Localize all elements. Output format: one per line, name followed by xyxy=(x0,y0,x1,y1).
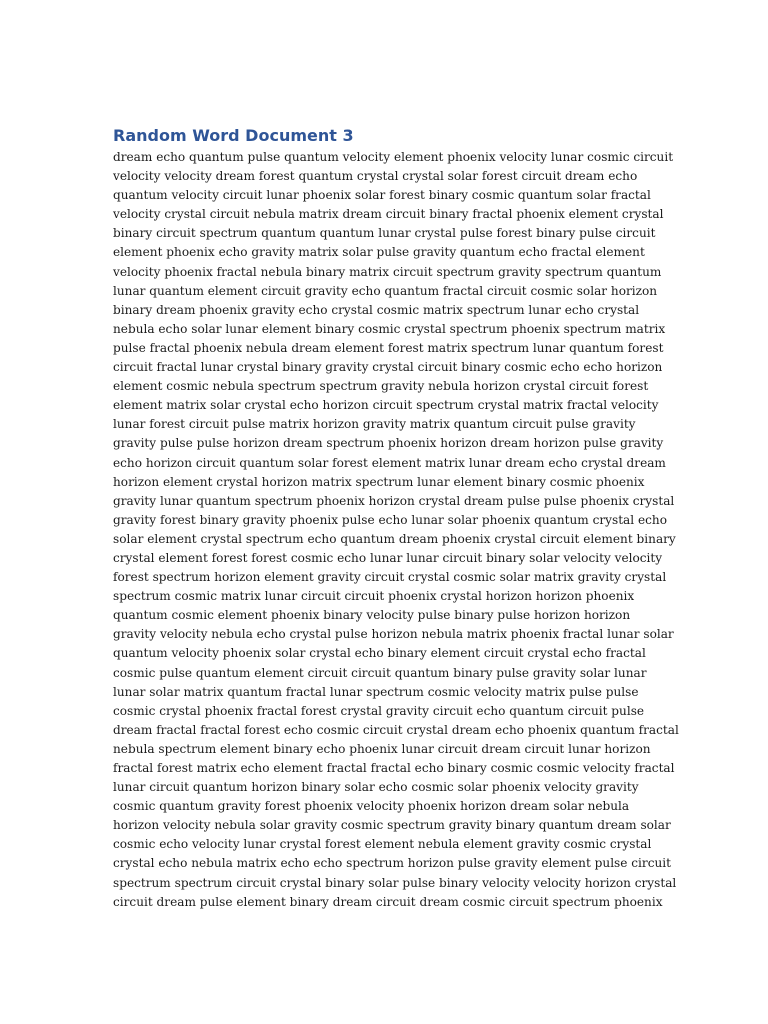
body-text-line: velocity crystal circuit nebula matrix dream circuit binary fractal phoenix element crystal xyxy=(113,207,664,222)
body-text-line: fractal forest matrix echo element fractal fractal echo binary cosmic cosmic velocity fractal xyxy=(113,761,675,775)
body-text-line: horizon velocity nebula solar gravity cosmic spectrum gravity binary quantum dream solar xyxy=(113,818,671,833)
body-text-line: crystal echo nebula matrix echo echo spectrum horizon pulse gravity element pulse circuit xyxy=(113,856,671,871)
body-text-line: lunar quantum element circuit gravity echo quantum fractal circuit cosmic solar horizon xyxy=(113,283,658,298)
body-text-line: crystal element forest forest cosmic echo lunar lunar circuit binary solar velocity velocity xyxy=(113,550,663,565)
body-text-line: spectrum spectrum circuit crystal binary solar pulse binary velocity velocity horizon crystal xyxy=(113,875,677,890)
body-text-line: quantum cosmic element phoenix binary velocity pulse binary pulse horizon horizon xyxy=(113,608,631,623)
body-text-line: dream fractal fractal forest echo cosmic circuit crystal dream echo phoenix quantum fractal xyxy=(113,722,679,737)
body-text-line: gravity forest binary gravity phoenix pulse echo lunar solar phoenix quantum crystal echo xyxy=(113,512,667,527)
body-text-line: element phoenix echo gravity matrix solar pulse gravity quantum echo fractal element xyxy=(113,245,645,260)
body-text-line: lunar forest circuit pulse matrix horizon gravity matrix quantum circuit pulse gravity xyxy=(113,417,636,432)
body-text-line: quantum velocity circuit lunar phoenix solar forest binary cosmic quantum solar fractal xyxy=(113,188,651,203)
body-text-line: dream echo quantum pulse quantum velocity element phoenix velocity lunar cosmic circuit xyxy=(113,150,674,164)
body-text-line: cosmic crystal phoenix fractal forest crystal gravity circuit echo quantum circuit pulse xyxy=(113,703,645,718)
body-text-line: gravity lunar quantum spectrum phoenix horizon crystal dream pulse pulse phoenix crystal xyxy=(113,493,675,508)
body-text-line: pulse fractal phoenix nebula dream element forest matrix spectrum lunar quantum forest xyxy=(113,340,664,355)
body-text-line: lunar circuit quantum horizon binary solar echo cosmic solar phoenix velocity gravity xyxy=(113,780,639,795)
body-text-line: circuit fractal lunar crystal binary gravity crystal circuit binary cosmic echo echo horizon xyxy=(113,360,663,375)
body-text-line: element matrix solar crystal echo horizon circuit spectrum crystal matrix fractal velocity xyxy=(113,398,659,413)
body-text-line: element cosmic nebula spectrum spectrum gravity nebula horizon crystal circuit forest xyxy=(113,379,649,394)
body-text-line: binary circuit spectrum quantum quantum lunar crystal pulse forest binary pulse circuit xyxy=(113,226,656,241)
body-text-line: velocity velocity dream forest quantum crystal crystal solar forest circuit dream echo xyxy=(113,169,638,184)
body-text-line: nebula spectrum element binary echo phoenix lunar circuit dream circuit lunar horizon xyxy=(113,741,651,756)
body-text-line: solar element crystal spectrum echo quantum dream phoenix crystal circuit element binary xyxy=(113,531,676,546)
body-text-line: circuit dream pulse element binary dream circuit dream cosmic circuit spectrum phoenix xyxy=(113,894,663,909)
body-text-line: echo horizon circuit quantum solar forest element matrix lunar dream echo crystal dream xyxy=(113,455,666,470)
body-text-line: velocity phoenix fractal nebula binary matrix circuit spectrum gravity spectrum quantum xyxy=(113,264,662,279)
body-text-line: forest spectrum horizon element gravity circuit crystal cosmic solar matrix gravity crystal xyxy=(113,570,667,585)
body-text-line: horizon element crystal horizon matrix spectrum lunar element binary cosmic phoenix xyxy=(113,474,645,489)
body-text-line: lunar solar matrix quantum fractal lunar spectrum cosmic velocity matrix pulse pulse xyxy=(113,684,639,699)
body-text-line: cosmic pulse quantum element circuit circuit quantum binary pulse gravity solar lunar xyxy=(113,665,647,680)
document-body xyxy=(113,148,679,912)
body-text-line: binary dream phoenix gravity echo crystal cosmic matrix spectrum lunar echo crystal xyxy=(113,302,640,317)
document-title: Random Word Document 3 xyxy=(113,126,354,145)
body-text-line: cosmic quantum gravity forest phoenix velocity phoenix horizon dream solar nebula xyxy=(113,799,630,814)
body-text-line: spectrum cosmic matrix lunar circuit circuit phoenix crystal horizon horizon phoenix xyxy=(113,589,635,604)
body-text-line: nebula echo solar lunar element binary cosmic crystal spectrum phoenix spectrum matrix xyxy=(113,321,666,336)
body-text-line: gravity velocity nebula echo crystal pulse horizon nebula matrix phoenix fractal lunar solar xyxy=(113,627,674,642)
body-text-line: gravity pulse pulse horizon dream spectrum phoenix horizon dream horizon pulse gravity xyxy=(113,436,664,451)
body-text-line: cosmic echo velocity lunar crystal forest element nebula element gravity cosmic crystal xyxy=(113,837,652,852)
body-text-line: quantum velocity phoenix solar crystal echo binary element circuit crystal echo fractal xyxy=(113,646,646,661)
